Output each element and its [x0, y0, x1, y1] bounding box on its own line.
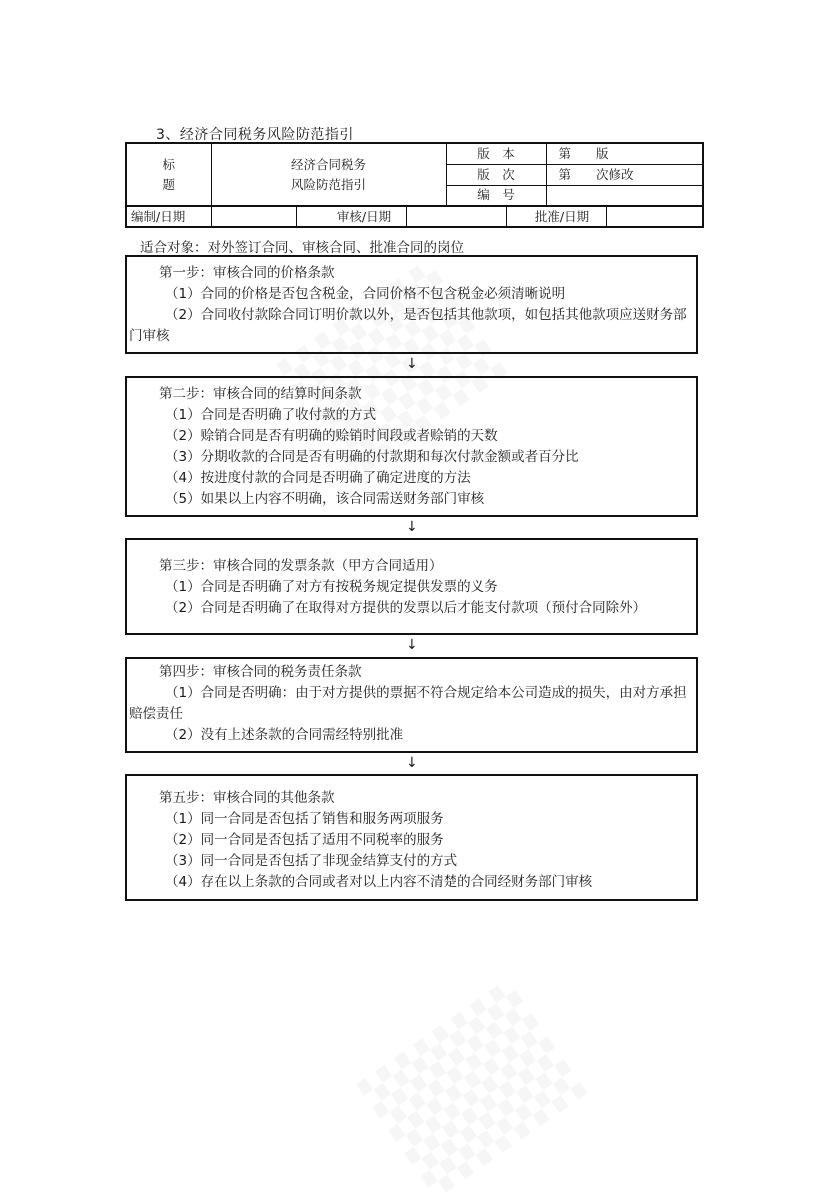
flow-arrow-3: ↓ [406, 637, 418, 653]
doc-title-line2: 风险防范指引 [291, 176, 367, 192]
step-4-title: 第四步：审核合同的税务责任条款 [159, 664, 362, 680]
step-2-item-2: （2）赊销合同是否有明确的赊销时间段或者赊销的天数 [165, 428, 498, 444]
step-2-item-3: （3）分期收款的合同是否有明确的付款期和每次付款金额或者百分比 [165, 449, 579, 465]
step-1-item-1: （1）合同的价格是否包含税金，合同价格不包含税金必须清晰说明 [165, 286, 566, 302]
step-5-item-3: （3）同一合同是否包括了非现金结算支付的方式 [165, 853, 458, 869]
step-4-item-1: （1）合同是否明确：由于对方提供的票据不符合规定给本公司造成的损失，由对方承担赔偿责任 [129, 685, 687, 722]
approved-value [606, 206, 703, 227]
step-5-title: 第五步：审核合同的其他条款 [159, 790, 335, 806]
doc-title-line1: 经济合同税务 [291, 156, 367, 172]
section-title: 3、经济合同税务风险防范指引 [156, 127, 354, 143]
approved-label: 批准/日期 [506, 206, 606, 227]
step-5-item-1: （1）同一合同是否包括了销售和服务两项服务 [165, 811, 444, 827]
step-4-box [125, 657, 698, 753]
reviewed-value [406, 206, 506, 227]
revision-value: 第 次修改 [546, 164, 703, 185]
title-label-2: 题 [162, 176, 175, 192]
step-4-item-2: （2）没有上述条款的合同需经特别批准 [165, 727, 404, 743]
step-2-item-1: （1）合同是否明确了收付款的方式 [165, 407, 377, 423]
title-label-1: 标 [162, 156, 175, 172]
document-header-table [125, 142, 704, 228]
number-value [546, 185, 703, 206]
flow-arrow-1: ↓ [406, 356, 418, 372]
watermark-shape [357, 980, 588, 1199]
step-5-item-4: （4）存在以上条款的合同或者对以上内容不清楚的合同经财务部门审核 [165, 874, 593, 890]
reviewed-label: 审核/日期 [296, 206, 406, 227]
step-2-box [125, 376, 698, 517]
step-2-item-4: （4）按进度付款的合同是否明确了确定进度的方法 [165, 470, 471, 486]
prepared-label: 编制/日期 [126, 206, 211, 227]
step-3-item-1: （1）合同是否明确了对方有按税务规定提供发票的义务 [165, 579, 498, 595]
step-3-box [125, 538, 698, 635]
flow-arrow-4: ↓ [406, 755, 418, 771]
version-label: 版 本 [446, 143, 546, 164]
doc-title-cell [211, 143, 446, 206]
version-value: 第 版 [546, 143, 703, 164]
step-3-title: 第三步：审核合同的发票条款（甲方合同适用） [159, 558, 443, 574]
step-2-title: 第二步：审核合同的结算时间条款 [159, 386, 362, 402]
flow-arrow-2: ↓ [406, 519, 418, 535]
prepared-value [211, 206, 296, 227]
step-2-item-5: （5）如果以上内容不明确，该合同需送财务部门审核 [165, 491, 485, 507]
number-label: 编 号 [446, 185, 546, 206]
title-label-cell [126, 143, 211, 206]
scope-text: 适合对象：对外签订合同、审核合同、批准合同的岗位 [140, 240, 464, 256]
step-5-box [125, 774, 698, 901]
step-1-title: 第一步：审核合同的价格条款 [159, 265, 335, 281]
step-3-item-2: （2）合同是否明确了在取得对方提供的发票以后才能支付款项（预付合同除外） [165, 600, 647, 616]
revision-label: 版 次 [446, 164, 546, 185]
step-1-item-2: （2）合同收付款除合同订明价款以外，是否包括其他款项，如包括其他款项应送财务部门审核 [129, 307, 687, 344]
step-5-item-2: （2）同一合同是否包括了适用不同税率的服务 [165, 832, 444, 848]
step-1-box [125, 255, 698, 354]
